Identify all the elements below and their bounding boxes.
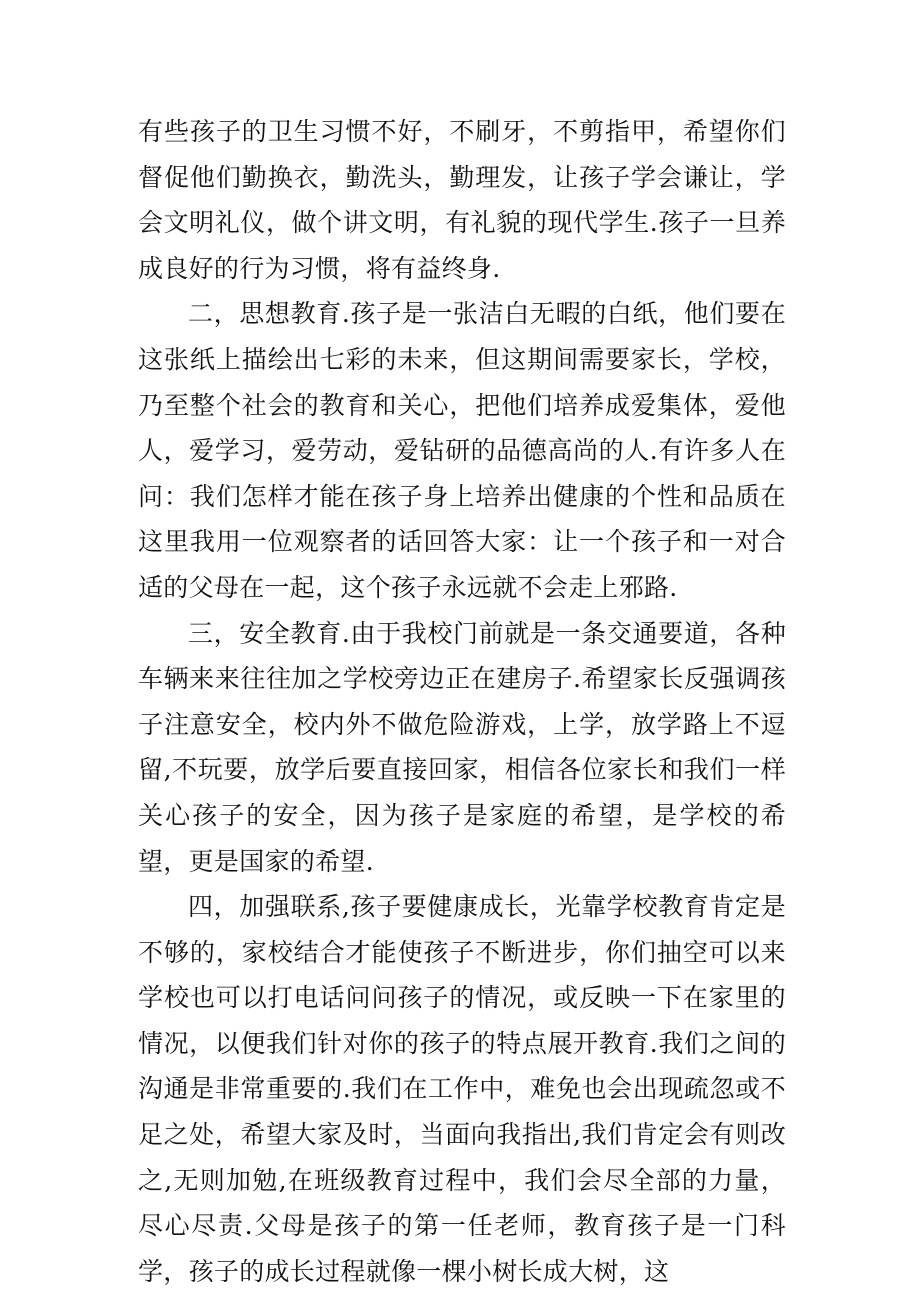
- paragraph-thought-education: 二，思想教育.孩子是一张洁白无暇的白纸，他们要在这张纸上描绘出七彩的未来，但这期间需要家长，学校，乃至整个社会的教育和关心，把他们培养成爱集体，爱他人，爱学习，爱劳动，爱钻研的品德高尚的人.有许多人在问：我们怎样才能在孩子身上培养出健康的个性和品质在这里我用一位观察者的话回答大家：让一个孩子和一对合适的父母在一起，这个孩子永远就不会走上邪路.: [138, 299, 786, 602]
- paragraph-strengthen-contact: 四，加强联系,孩子要健康成长，光靠学校教育肯定是不够的，家校结合才能使孩子不断进步，你们抽空可以来学校也可以打电话问问孩子的情况，或反映一下在家里的情况，以便我们针对你的孩子的特点展开教育.我们之间的沟通是非常重要的.我们在工作中，难免也会出现疏忽或不足之处，希望大家及时，当面向我指出,我们肯定会有则改之,无则加勉,在班级教育过程中，我们会尽全部的力量，尽心尽责.父母是孩子的第一任老师，教育孩子是一门科学，孩子的成长过程就像一棵小树长成大树，这: [138, 892, 786, 1286]
- paragraph-safety-education: 三，安全教育.由于我校门前就是一条交通要道，各种车辆来来往往加之学校旁边正在建房子.希望家长反强调孩子注意安全，校内外不做危险游戏，上学，放学路上不逗留,不玩要，放学后要直接回家，相信各位家长和我们一样关心孩子的安全，因为孩子是家庭的希望，是学校的希望，更是国家的希望.: [138, 618, 786, 876]
- document-body: [138, 109, 786, 1294]
- paragraph-hygiene-continued: 有些孩子的卫生习惯不好，不刷牙，不剪指甲，希望你们督促他们勤换衣，勤洗头，勤理发，让孩子学会谦让，学会文明礼仪，做个讲文明，有礼貌的现代学生.孩子一旦养成良好的行为习惯，将有益终身.: [138, 117, 786, 283]
